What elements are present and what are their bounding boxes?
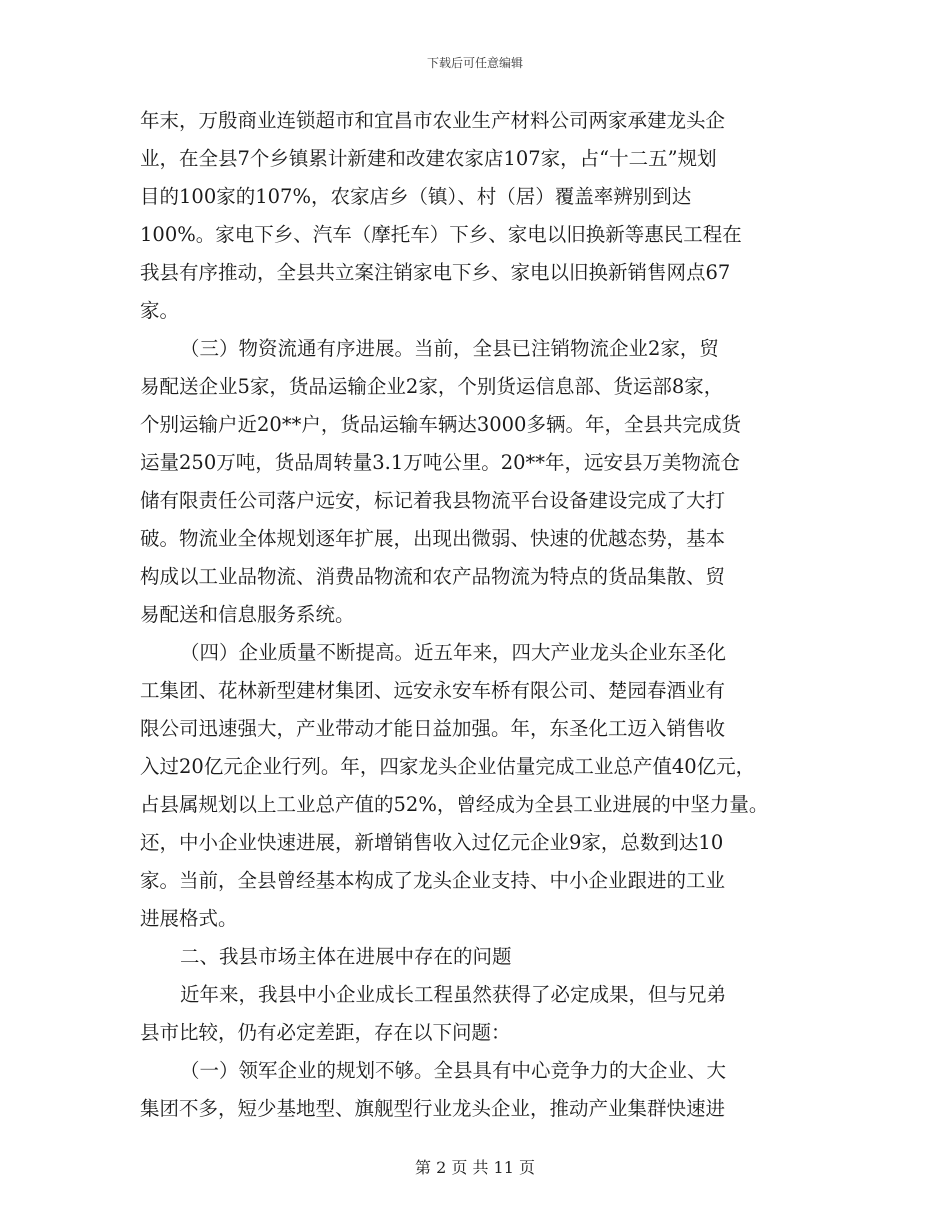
text-line: （一）领军企业的规划不够。全县具有中心竞争力的大企业、大 <box>180 1059 727 1082</box>
text-line: 县市比较，仍有必定差距，存在以下问题： <box>140 1021 511 1044</box>
text-line: 家。 <box>140 299 180 322</box>
text-line: （四）企业质量不断提高。近五年来，四大产业龙头企业东圣化 <box>180 641 727 664</box>
text-line: 我县有序推动，全县共立案注销家电下乡、家电以旧换新销售网点67 <box>140 261 731 284</box>
text-line: 工集团、花林新型建材集团、远安永安车桥有限公司、楚园春酒业有 <box>140 679 726 702</box>
section-heading: 二、我县市场主体在进展中存在的问题 <box>180 945 512 968</box>
text-line: 个别运输户近20**户，货品运输车辆达3000多辆。年，全县共完成货 <box>140 413 741 436</box>
page-header: 下载后可任意编辑 <box>426 56 523 70</box>
text-line: 构成以工业品物流、消费品物流和农产品物流为特点的货品集散、贸 <box>140 565 726 588</box>
text-line: 易配送和信息服务系统。 <box>140 603 355 626</box>
text-line: 还，中小企业快速进展，新增销售收入过亿元企业9家，总数到达10 <box>140 831 724 854</box>
text-line: 运量250万吨，货品周转量3.1万吨公里。20**年，远安县万美物流仓 <box>140 451 741 474</box>
text-line: 破。物流业全体规划逐年扩展，出现出微弱、快速的优越态势，基本 <box>140 527 726 550</box>
text-line: 集团不多，短少基地型、旗舰型行业龙头企业，推动产业集群快速进 <box>140 1097 726 1120</box>
text-line: 近年来，我县中小企业成长工程虽然获得了必定成果，但与兄弟 <box>180 983 727 1006</box>
text-line: 业，在全县7个乡镇累计新建和改建农家店107家，占“十二五”规划 <box>140 147 717 170</box>
page-number: 第 2 页 共 11 页 <box>415 1158 535 1177</box>
text-line: 限公司迅速强大，产业带动才能日益加强。年，东圣化工迈入销售收 <box>140 717 726 740</box>
text-line: 进展格式。 <box>140 907 238 930</box>
text-line: 入过20亿元企业行列。年，四家龙头企业估量完成工业总产值40亿元， <box>140 755 756 778</box>
text-line: 易配送企业5家，货品运输企业2家，个别货运信息部、货运部8家， <box>140 375 724 398</box>
text-line: 占县属规划以上工业总产值的52%，曾经成为全县工业进展的中坚力量。 <box>140 793 769 816</box>
text-line: （三）物资流通有序进展。当前，全县已注销物流企业2家，贸 <box>180 337 719 360</box>
text-line: 100%。家电下乡、汽车（摩托车）下乡、家电以旧换新等惠民工程在 <box>140 223 742 246</box>
text-line: 年末，万殷商业连锁超市和宜昌市农业生产材料公司两家承建龙头企 <box>140 109 726 132</box>
text-line: 储有限责任公司落户远安，标记着我县物流平台设备建设完成了大打 <box>140 489 726 512</box>
text-line: 家。当前，全县曾经基本构成了龙头企业支持、中小企业跟进的工业 <box>140 869 726 892</box>
text-line: 目的100家的107%，农家店乡（镇）、村（居）覆盖率辨别到达 <box>140 185 692 208</box>
document-body <box>140 102 820 1128</box>
